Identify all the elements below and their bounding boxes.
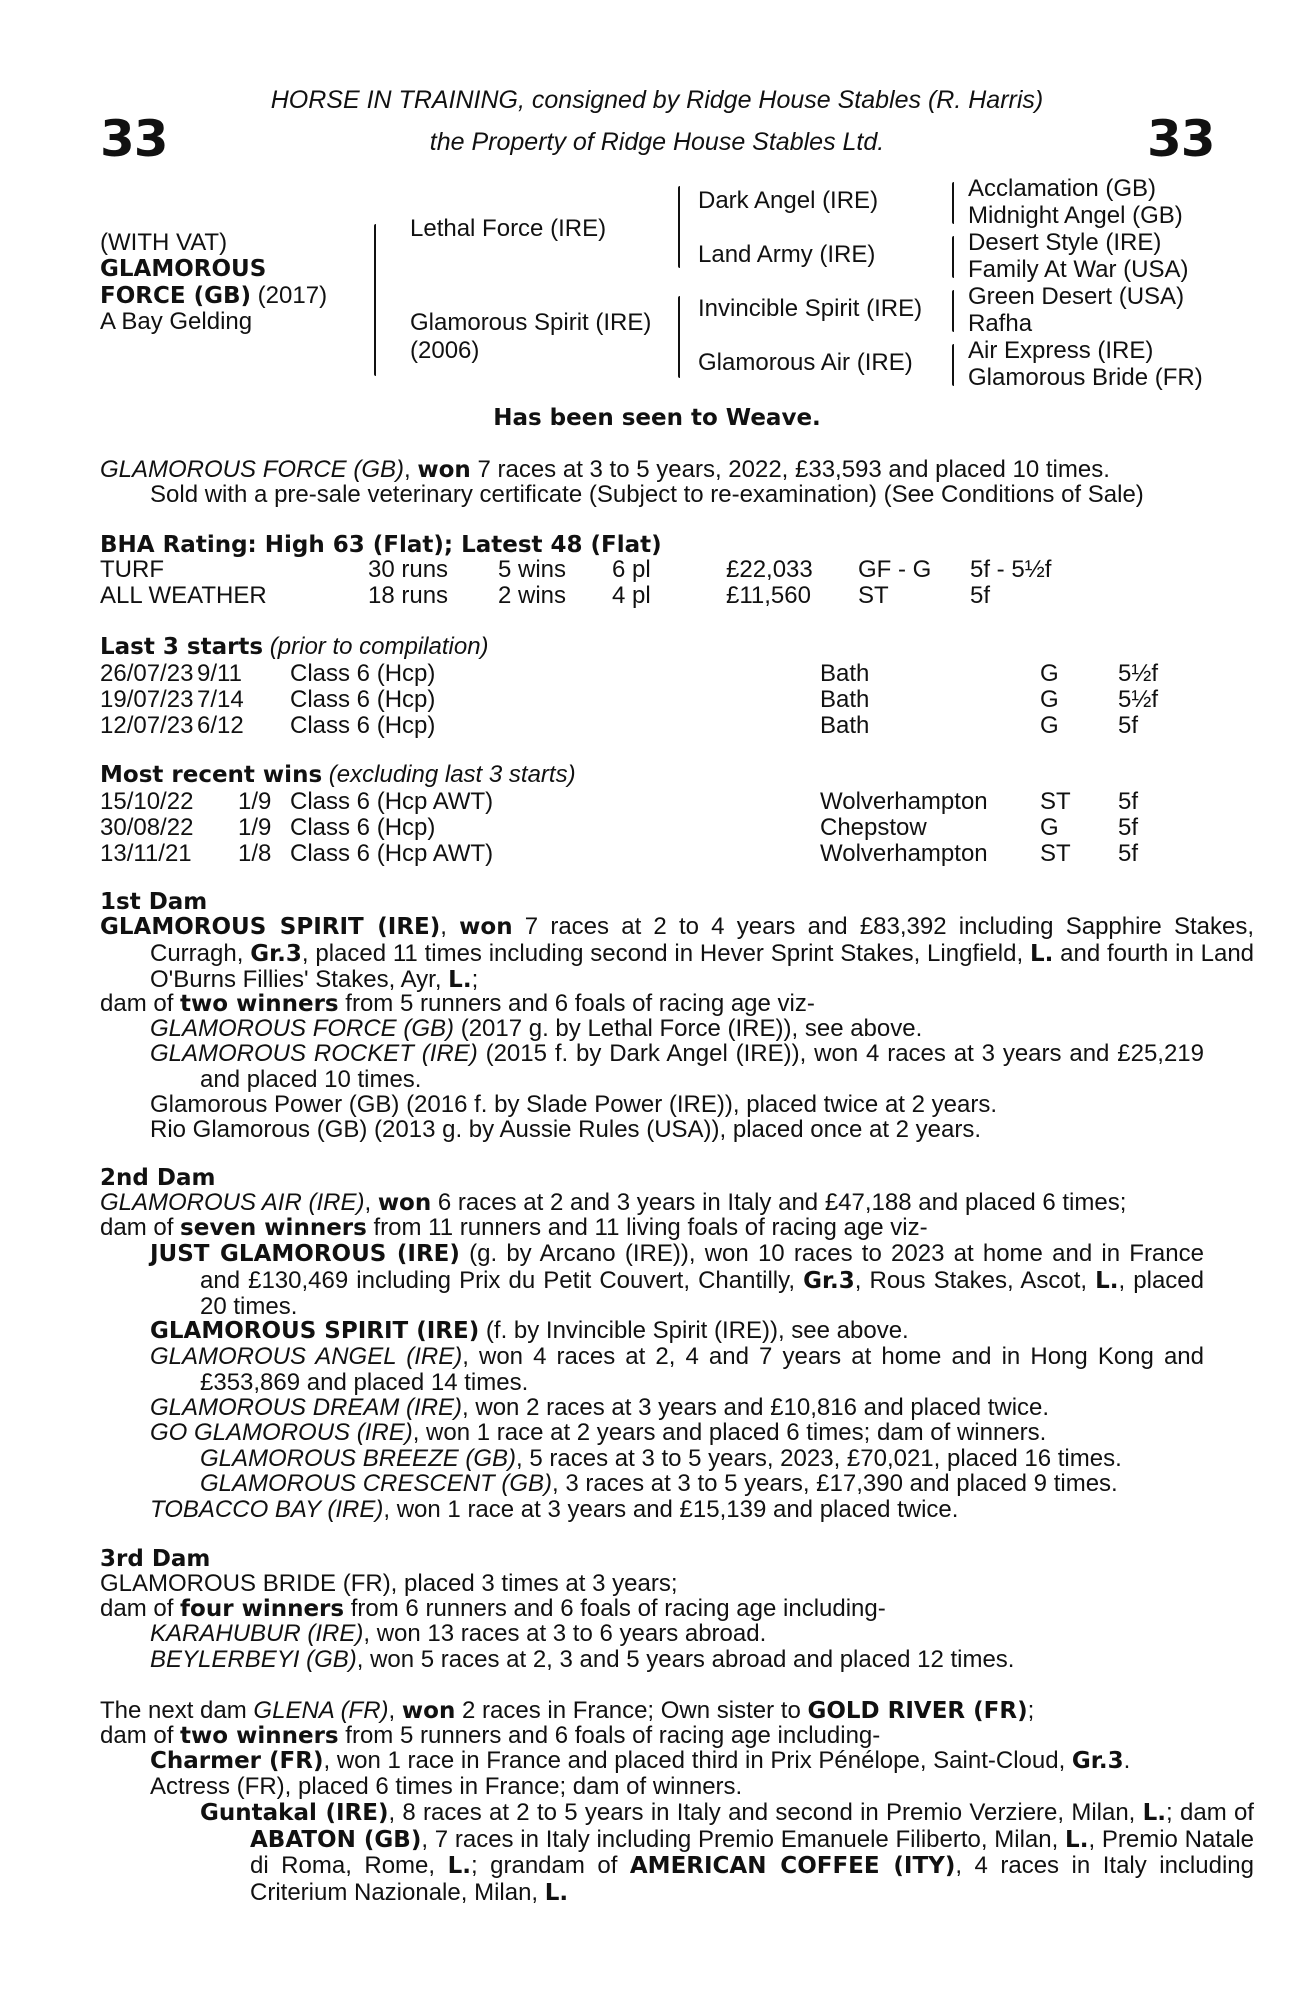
produce-text: (2017 g. by Lethal Force (IRE)), see above. xyxy=(454,1015,923,1042)
produce-entry xyxy=(150,1016,922,1042)
produce-text: , 4 races in Italy including Criterium Nazionale, Milan, xyxy=(250,1852,1254,1906)
produce-entry xyxy=(150,1395,1049,1421)
win-position: 1/9 xyxy=(238,788,272,815)
pedigree-brace-1 xyxy=(374,224,376,376)
next-dam-comma: , xyxy=(388,1697,402,1724)
next-dam-text: 2 races in France; Own sister to xyxy=(455,1697,808,1724)
produce-entry: Actress (FR), placed 6 times in France; dam of winners. xyxy=(150,1773,743,1800)
start-distance: 5½f xyxy=(1118,686,1159,713)
produce-entry xyxy=(150,1241,1204,1320)
horse-name-line2-wrap xyxy=(100,283,327,309)
start-class: Class 6 (Hcp) xyxy=(290,712,436,739)
third-dam-title: 3rd Dam xyxy=(100,1546,211,1572)
horse-year: (2017) xyxy=(251,282,328,309)
produce-text: , Rous Stakes, Ascot, xyxy=(854,1266,1096,1294)
group-three-label: Gr.3 xyxy=(250,940,302,967)
summary-line xyxy=(100,457,1110,483)
produce-entry xyxy=(150,1041,1204,1092)
lot-number-right: 33 xyxy=(1147,110,1215,168)
produce-name: ABATON (GB) xyxy=(250,1826,422,1853)
rating-going: ST xyxy=(858,582,889,609)
sire-name: Lethal Force (IRE) xyxy=(410,215,607,242)
consignor-line: HORSE IN TRAINING, consigned by Ridge House Stables (R. Harris) xyxy=(270,86,1044,114)
bha-rating-title: BHA Rating: High 63 (Flat); Latest 48 (Flat) xyxy=(100,532,662,558)
summary-horse-name: GLAMOROUS FORCE (GB) xyxy=(100,456,405,483)
produce-name: GLAMOROUS ANGEL (IRE) xyxy=(150,1343,463,1370)
start-distance: 5½f xyxy=(1118,660,1159,687)
produce-entry xyxy=(150,1647,1014,1673)
foals-text: from 6 runners and 6 foals of racing age including- xyxy=(344,1595,886,1622)
next-dam-produce-summary xyxy=(100,1723,880,1749)
produce-entry: Rio Glamorous (GB) (2013 g. by Aussie Rules (USA)), placed once at 2 years. xyxy=(150,1116,982,1143)
produce-name: JUST GLAMOROUS (IRE) xyxy=(150,1241,460,1267)
win-course: Wolverhampton xyxy=(820,788,988,815)
produce-text: . xyxy=(1123,1747,1131,1774)
win-date: 30/08/22 xyxy=(100,814,194,841)
produce-entry xyxy=(150,1420,1046,1446)
rating-distance: 5f - 5½f xyxy=(970,556,1052,583)
recent-wins-title: Most recent wins xyxy=(100,762,323,788)
summary-comma: , xyxy=(404,456,418,483)
produce-text: , Premio Natale di Roma, Rome, xyxy=(250,1825,1254,1880)
sire-dam-dam: Family At War (USA) xyxy=(968,256,1189,283)
produce-text: , 3 races at 3 to 5 years, £17,390 and placed 9 times. xyxy=(552,1470,1118,1497)
produce-text: (2015 f. by Dark Angel (IRE)), won 4 races at 3 years and £25,219 and placed 10 times. xyxy=(200,1040,1205,1093)
foals-text: from 5 runners and 6 foals of racing age viz- xyxy=(338,990,815,1017)
produce-text: , won 13 races at 3 to 6 years abroad. xyxy=(363,1620,767,1647)
foals-text: from 11 runners and 11 living foals of racing age viz- xyxy=(366,1214,928,1241)
first-dam-title: 1st Dam xyxy=(100,889,208,915)
produce-name: GLAMOROUS ROCKET (IRE) xyxy=(150,1040,478,1067)
pedigree-brace-sd xyxy=(952,236,954,278)
pedigree-brace-sire xyxy=(678,186,680,268)
vet-certificate-note: Sold with a pre-sale veterinary certificate (Subject to re-examination) (See Conditions of Sale) xyxy=(150,481,1144,508)
start-position: 9/11 xyxy=(197,660,242,687)
produce-text: , 8 races at 2 to 5 years in Italy and second in Premio Verziere, Milan, xyxy=(388,1799,1143,1826)
win-distance: 5f xyxy=(1118,840,1139,867)
produce-text: , placed 20 times. xyxy=(200,1266,1205,1321)
rating-surface: ALL WEATHER xyxy=(100,582,267,609)
win-class: Class 6 (Hcp) xyxy=(290,814,436,841)
first-dam-text2: , placed 11 times including second in Hever Sprint Stakes, Lingfield, xyxy=(301,939,1030,967)
group-three-label: Gr.3 xyxy=(1071,1748,1124,1774)
rating-runs: 18 runs xyxy=(368,582,449,609)
produce-text: , 5 races at 3 to 5 years, 2023, £70,021, placed 16 times. xyxy=(516,1445,1122,1472)
produce-text: ; dam of xyxy=(1166,1799,1254,1826)
listed-label: L. xyxy=(448,967,472,994)
listed-label: L. xyxy=(1142,1800,1167,1826)
next-dam-end: ; xyxy=(1027,1697,1035,1724)
rating-wins: 5 wins xyxy=(498,556,567,583)
summary-won: won xyxy=(417,457,471,483)
lot-number-left: 33 xyxy=(100,110,168,168)
third-dam-record: GLAMOROUS BRIDE (FR), placed 3 times at 3 years; xyxy=(100,1570,678,1597)
win-course: Wolverhampton xyxy=(820,840,988,867)
produce-name: GO GLAMOROUS (IRE) xyxy=(150,1419,413,1446)
produce-entry xyxy=(150,1497,958,1523)
produce-entry xyxy=(150,1748,1130,1774)
last-three-title: Last 3 starts xyxy=(100,634,264,660)
second-dam-produce-summary xyxy=(100,1215,928,1241)
property-line: the Property of Ridge House Stables Ltd. xyxy=(429,128,885,156)
sire-dam: Land Army (IRE) xyxy=(698,241,876,268)
rating-money: £11,560 xyxy=(726,582,811,609)
win-class: Class 6 (Hcp AWT) xyxy=(290,788,494,815)
produce-text: (g. by Arcano (IRE)), won 10 races to 2023 at home and in France and £130,469 including Prix du Petit Couvert, Chantilly, xyxy=(200,1240,1204,1294)
pedigree-brace-dd xyxy=(952,344,954,386)
group-three-label: Gr.3 xyxy=(803,1267,855,1294)
first-dam-text3: and fourth in Land O'Burns Fillies' Stakes, Ayr, xyxy=(150,939,1255,994)
last-three-heading xyxy=(100,634,489,660)
listed-label: L. xyxy=(1095,1267,1119,1294)
horse-description: A Bay Gelding xyxy=(100,308,253,335)
rating-placed: 6 pl xyxy=(612,556,651,583)
rating-going: GF - G xyxy=(858,556,932,583)
sire-sire: Dark Angel (IRE) xyxy=(698,187,879,214)
dam-sire: Invincible Spirit (IRE) xyxy=(698,295,923,322)
start-distance: 5f xyxy=(1118,712,1139,739)
recent-wins-note: (excluding last 3 starts) xyxy=(322,761,576,788)
start-course: Bath xyxy=(820,660,870,687)
first-dam-produce-summary xyxy=(100,991,815,1017)
produce-name: GLAMOROUS SPIRIT (IRE) xyxy=(150,1318,480,1344)
dam-of-label: dam of xyxy=(100,1722,181,1749)
next-dam-prefix: The next dam xyxy=(100,1697,254,1724)
winners-count: seven winners xyxy=(180,1215,367,1241)
win-position: 1/9 xyxy=(238,814,272,841)
rating-placed: 4 pl xyxy=(612,582,651,609)
start-going: G xyxy=(1040,660,1059,687)
rating-runs: 30 runs xyxy=(368,556,449,583)
second-dam-title: 2nd Dam xyxy=(100,1165,216,1191)
sire-sire-sire: Acclamation (GB) xyxy=(968,175,1157,202)
start-position: 7/14 xyxy=(197,686,244,713)
win-going: ST xyxy=(1040,788,1071,815)
rating-money: £22,033 xyxy=(726,556,813,583)
dam-dam: Glamorous Air (IRE) xyxy=(698,349,913,376)
produce-text: , won 2 races at 3 years and £10,816 and placed twice. xyxy=(462,1394,1050,1421)
second-dam-text: 6 races at 2 and 3 years in Italy and £47,188 and placed 6 times; xyxy=(431,1189,1127,1216)
produce-name: GLAMOROUS FORCE (GB) xyxy=(150,1015,455,1042)
win-distance: 5f xyxy=(1118,814,1139,841)
listed-label: L. xyxy=(544,1879,569,1906)
vat-label: (WITH VAT) xyxy=(100,229,228,256)
recent-wins-heading xyxy=(100,762,576,788)
rating-surface: TURF xyxy=(100,556,164,583)
produce-entry: Glamorous Power (GB) (2016 f. by Slade Power (IRE)), placed twice at 2 years. xyxy=(150,1091,997,1118)
start-going: G xyxy=(1040,686,1059,713)
dam-of-label: dam of xyxy=(100,990,181,1017)
produce-name: BEYLERBEYI (GB) xyxy=(150,1646,357,1673)
sire-sire-dam: Midnight Angel (GB) xyxy=(968,202,1183,229)
seen-note: Has been seen to Weave. xyxy=(493,405,821,431)
start-class: Class 6 (Hcp) xyxy=(290,660,436,687)
first-dam-comma: , xyxy=(440,913,460,940)
first-dam-name: GLAMOROUS SPIRIT (IRE) xyxy=(100,914,441,940)
pedigree-brace-ds xyxy=(952,290,954,332)
produce-name: GLAMOROUS DREAM (IRE) xyxy=(150,1394,463,1421)
start-course: Bath xyxy=(820,686,870,713)
next-dam-record xyxy=(100,1698,1034,1724)
win-course: Chepstow xyxy=(820,814,927,841)
winners-count: two winners xyxy=(180,1723,339,1749)
dam-of-label: dam of xyxy=(100,1595,181,1622)
first-dam-won: won xyxy=(459,914,513,940)
produce-text: , won 1 race at 3 years and £15,139 and placed twice. xyxy=(383,1496,959,1523)
dam-sire-sire: Green Desert (USA) xyxy=(968,283,1185,310)
produce-text: , 7 races in Italy including Premio Emanuele Filiberto, Milan, xyxy=(421,1825,1066,1853)
start-class: Class 6 (Hcp) xyxy=(290,686,436,713)
first-dam-text4: ; xyxy=(471,966,479,994)
listed-label: L. xyxy=(447,1853,471,1880)
second-dam-comma: , xyxy=(364,1189,378,1216)
produce-name: AMERICAN COFFEE (ITY) xyxy=(629,1853,956,1880)
produce-text: , won 1 race in France and placed third in Prix Pénélope, Saint-Cloud, xyxy=(323,1747,1072,1774)
produce-entry xyxy=(150,1344,1204,1395)
start-going: G xyxy=(1040,712,1059,739)
pedigree-brace-ss xyxy=(952,182,954,224)
win-distance: 5f xyxy=(1118,788,1139,815)
second-dam-name: GLAMOROUS AIR (IRE) xyxy=(100,1189,365,1216)
win-date: 15/10/22 xyxy=(100,788,194,815)
produce-text: ; grandam of xyxy=(470,1852,630,1880)
sire-dam-sire: Desert Style (IRE) xyxy=(968,229,1162,256)
produce-text: , won 1 race at 2 years and placed 6 times; dam of winners. xyxy=(412,1419,1047,1446)
produce-name: Charmer (FR) xyxy=(150,1748,324,1774)
dam-sire-dam: Rafha xyxy=(968,310,1033,337)
winners-count: two winners xyxy=(180,991,339,1017)
win-going: ST xyxy=(1040,840,1071,867)
produce-entry xyxy=(150,1621,766,1647)
horse-name-line1: GLAMOROUS xyxy=(100,256,267,282)
win-class: Class 6 (Hcp AWT) xyxy=(290,840,494,867)
dam-name: Glamorous Spirit (IRE) xyxy=(410,309,652,336)
dam-dam-sire: Air Express (IRE) xyxy=(968,337,1154,364)
horse-name-line2: FORCE (GB) xyxy=(100,283,252,309)
produce-name: GLAMOROUS BREEZE (GB) xyxy=(200,1445,517,1472)
dam-year: (2006) xyxy=(410,337,480,364)
winners-count: four winners xyxy=(180,1596,345,1622)
third-dam-produce-summary xyxy=(100,1596,886,1622)
first-dam-record xyxy=(100,914,1254,994)
listed-label: L. xyxy=(1065,1826,1089,1853)
start-position: 6/12 xyxy=(197,712,244,739)
produce-name: TOBACCO BAY (IRE) xyxy=(150,1496,384,1523)
own-sister-name: GOLD RIVER (FR) xyxy=(807,1698,1028,1724)
win-going: G xyxy=(1040,814,1059,841)
produce-text: , won 4 races at 2, 4 and 7 years at home and in Hong Kong and £353,869 and placed 14 times. xyxy=(200,1343,1205,1396)
foals-text: from 5 runners and 6 foals of racing age including- xyxy=(338,1722,881,1749)
dam-of-label: dam of xyxy=(100,1214,181,1241)
summary-text: 7 races at 3 to 5 years, 2022, £33,593 and placed 10 times. xyxy=(470,456,1110,483)
listed-label: L. xyxy=(1029,940,1054,967)
second-dam-record xyxy=(100,1190,1126,1216)
dam-dam-dam: Glamorous Bride (FR) xyxy=(968,364,1203,391)
start-date: 19/07/23 xyxy=(100,686,194,713)
win-date: 13/11/21 xyxy=(100,840,192,867)
produce-name: GLAMOROUS CRESCENT (GB) xyxy=(200,1470,553,1497)
grand-produce-entry xyxy=(200,1471,1118,1497)
rating-distance: 5f xyxy=(970,582,991,609)
first-dam-text1: 7 races at 2 to 4 years and £83,392 including Sapphire Stakes, Curragh, xyxy=(150,913,1255,967)
next-dam-name: GLENA (FR) xyxy=(253,1697,389,1724)
start-course: Bath xyxy=(820,712,870,739)
start-date: 26/07/23 xyxy=(100,660,194,687)
last-three-note: (prior to compilation) xyxy=(263,633,489,660)
next-dam-won: won xyxy=(401,1698,456,1724)
win-position: 1/8 xyxy=(238,840,272,867)
rating-wins: 2 wins xyxy=(498,582,567,609)
second-dam-won: won xyxy=(377,1190,432,1216)
start-date: 12/07/23 xyxy=(100,712,194,739)
produce-name: KARAHUBUR (IRE) xyxy=(150,1620,364,1647)
grand-produce-entry xyxy=(200,1446,1122,1472)
produce-entry xyxy=(150,1318,909,1344)
produce-text: (f. by Invincible Spirit (IRE)), see above. xyxy=(479,1317,909,1344)
grand-produce-entry xyxy=(200,1800,1254,1906)
pedigree-brace-dam xyxy=(678,296,680,378)
produce-text: , won 5 races at 2, 3 and 5 years abroad and placed 12 times. xyxy=(356,1646,1015,1673)
produce-name: Guntakal (IRE) xyxy=(200,1800,389,1826)
